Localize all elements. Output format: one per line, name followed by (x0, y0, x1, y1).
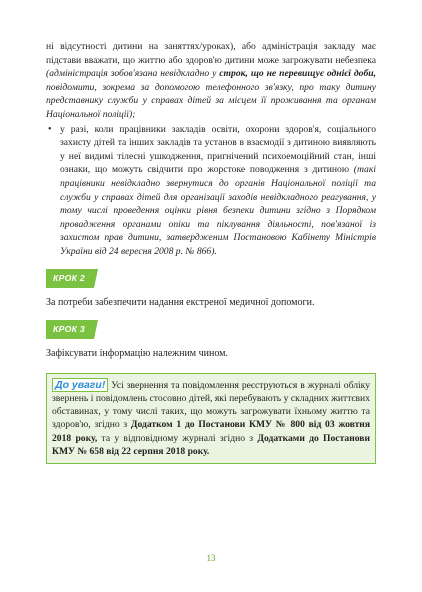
attention-text-2: та у відповідному журналі згідно з (97, 432, 258, 444)
bullet-italic-text: (такі працівники невідкладно звернутися до органів Національної поліції та служби у справах дітей для організації заходів невідкладного реагування, у тому числі проведення оцінки рівня безпеки дитини згідно з Порядком провадження органами опіки та піклування діяльності, пов'язаної із захистом прав дитини, затвердженим Постановою Кабінету Міністрів України від 24 вересня 2008 р. № 866). (60, 164, 376, 257)
intro-paragraph (46, 40, 376, 122)
bullet-text: у разі, коли працівники закладів освіти, охорони здоров'я, соціального захисту дітей та інших закладів та установ в взаємодії з дитиною виявляють у неї видимі тілесні ушкодження, пригнічений психоемоційний стан, інші ознаки, що можуть свідчити про жорстоке поводження з дитиною (60, 123, 376, 176)
step-2 (46, 269, 376, 310)
deadline-emphasis: строк, що не перевищує однієї доби, (219, 68, 376, 80)
attention-bold-1: Додатком 1 до Постанови КМУ № 800 від 03 жовтня 2018 року, (52, 419, 371, 444)
step-2-badge: КРОК 2 (46, 269, 94, 289)
step-3 (46, 320, 376, 361)
attention-text: Усі звернення та повідомлення реєструються в журналі обліку звернень і повідомлень стосовно дітей, які перебувають у складних життєвих обставинах, у тому числі таких, що можуть загрожувати їхньому життю та здоров'ю, згідно з (52, 379, 370, 431)
step-3-badge: КРОК 3 (46, 320, 94, 340)
page-number: 13 (206, 553, 216, 563)
attention-box (46, 373, 376, 464)
page-content (46, 40, 376, 464)
step-2-text: За потреби забезпечити надання екстреної медичної допомоги. (46, 297, 315, 309)
step-3-text: Зафіксувати інформацію належним чином. (46, 348, 228, 360)
bullet-mark: • (48, 123, 52, 135)
intro-text: ні відсутності дитини на заняттях/уроках), або адміністрація закладу має підстави вважати, що життю або здоров'ю дитини може загрожувати небезпека (46, 41, 376, 66)
intro-italic-text: (адміністрація зобов'язана невідкладно у (46, 68, 220, 80)
attention-label: До уваги! (52, 378, 108, 392)
attention-bold-2: Додатками до Постанови КМУ № 658 від 22 серпня 2018 року. (52, 432, 370, 457)
intro-italic-text-2: повідомити, зокрема за допомогою телефонного зв'язку, про таку дитину представнику служби у справах дітей за місцем її проживання та органам Національної поліції); (46, 81, 376, 120)
bullet-item (46, 123, 376, 259)
